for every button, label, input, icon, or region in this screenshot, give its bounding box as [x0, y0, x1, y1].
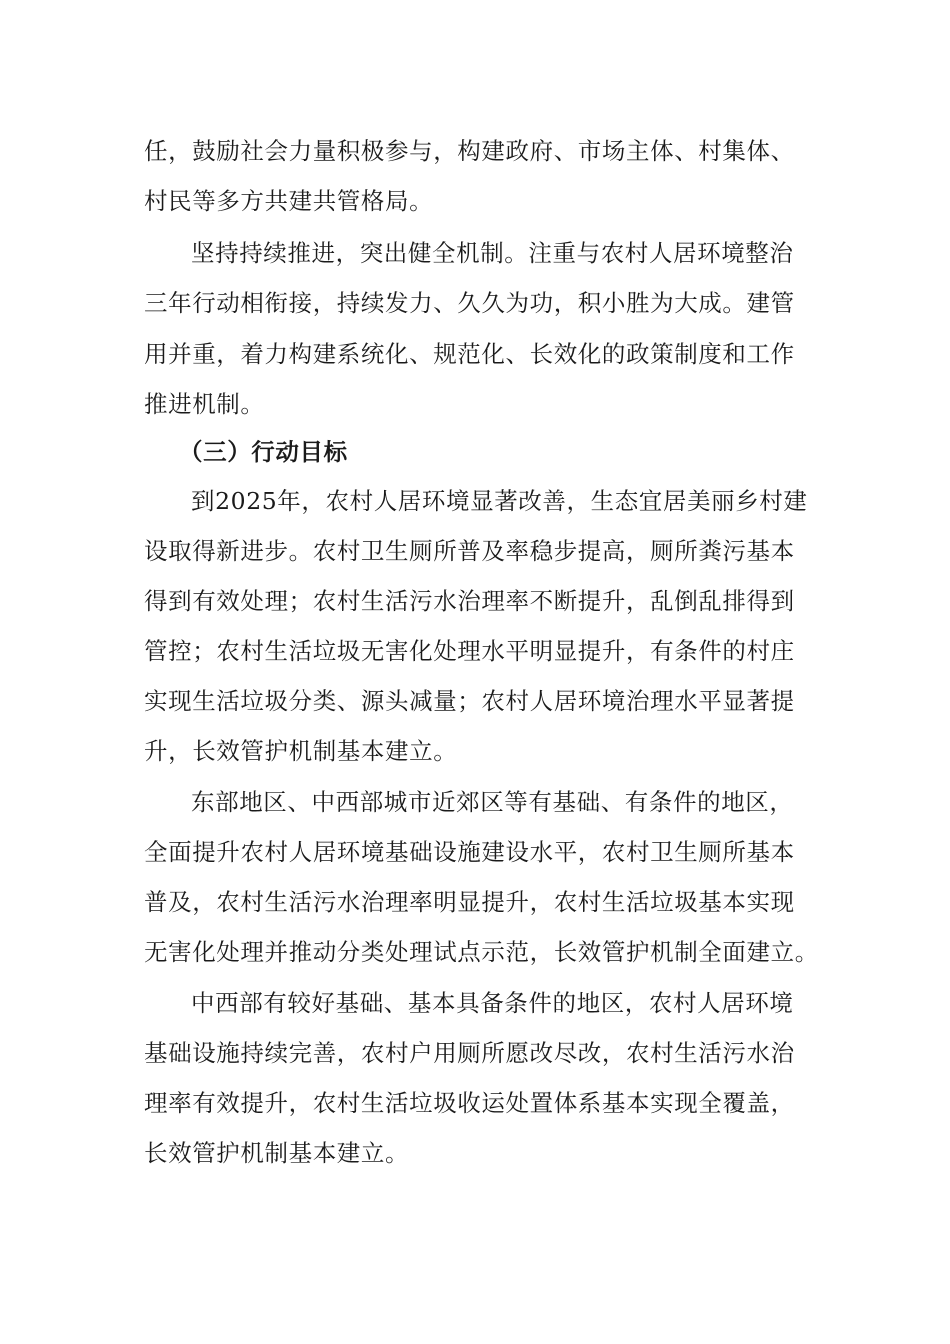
body-line: 无害化处理并推动分类处理试点示范，长效管护机制全面建立。	[144, 938, 819, 966]
body-line: 升，长效管护机制基本建立。	[144, 737, 458, 765]
body-line: 实现生活垃圾分类、源头减量；农村人居环境治理水平显著提	[144, 687, 795, 715]
body-line: 设取得新进步。农村卫生厕所普及率稳步提高，厕所粪污基本	[144, 537, 795, 565]
paragraph-first-line: 到2025年，农村人居环境显著改善，生态宜居美丽乡村建	[191, 487, 808, 515]
paragraph-first-line: 中西部有较好基础、基本具备条件的地区，农村人居环境	[191, 989, 794, 1017]
body-line: 理率有效提升，农村生活垃圾收运处置体系基本实现全覆盖，	[144, 1089, 795, 1117]
body-line: 村民等多方共建共管格局。	[144, 187, 434, 215]
body-line: 任，鼓励社会力量积极参与，构建政府、市场主体、村集体、	[144, 137, 795, 165]
section-heading: （三）行动目标	[179, 438, 348, 466]
body-line: 管控；农村生活垃圾无害化处理水平明显提升，有条件的村庄	[144, 637, 795, 665]
paragraph-first-line: 东部地区、中西部城市近郊区等有基础、有条件的地区，	[191, 788, 794, 816]
body-line: 得到有效处理；农村生活污水治理率不断提升，乱倒乱排得到	[144, 587, 795, 615]
body-line: 用并重，着力构建系统化、规范化、长效化的政策制度和工作	[144, 340, 795, 368]
body-line: 三年行动相衔接，持续发力、久久为功，积小胜为大成。建管	[144, 289, 795, 317]
body-line: 普及，农村生活污水治理率明显提升，农村生活垃圾基本实现	[144, 888, 795, 916]
body-line: 全面提升农村人居环境基础设施建设水平，农村卫生厕所基本	[144, 838, 795, 866]
paragraph-first-line: 坚持持续推进，突出健全机制。注重与农村人居环境整治	[191, 239, 794, 267]
body-line: 长效管护机制基本建立。	[144, 1139, 410, 1167]
body-line: 推进机制。	[144, 390, 265, 418]
body-line: 基础设施持续完善，农村户用厕所愿改尽改，农村生活污水治	[144, 1039, 795, 1067]
